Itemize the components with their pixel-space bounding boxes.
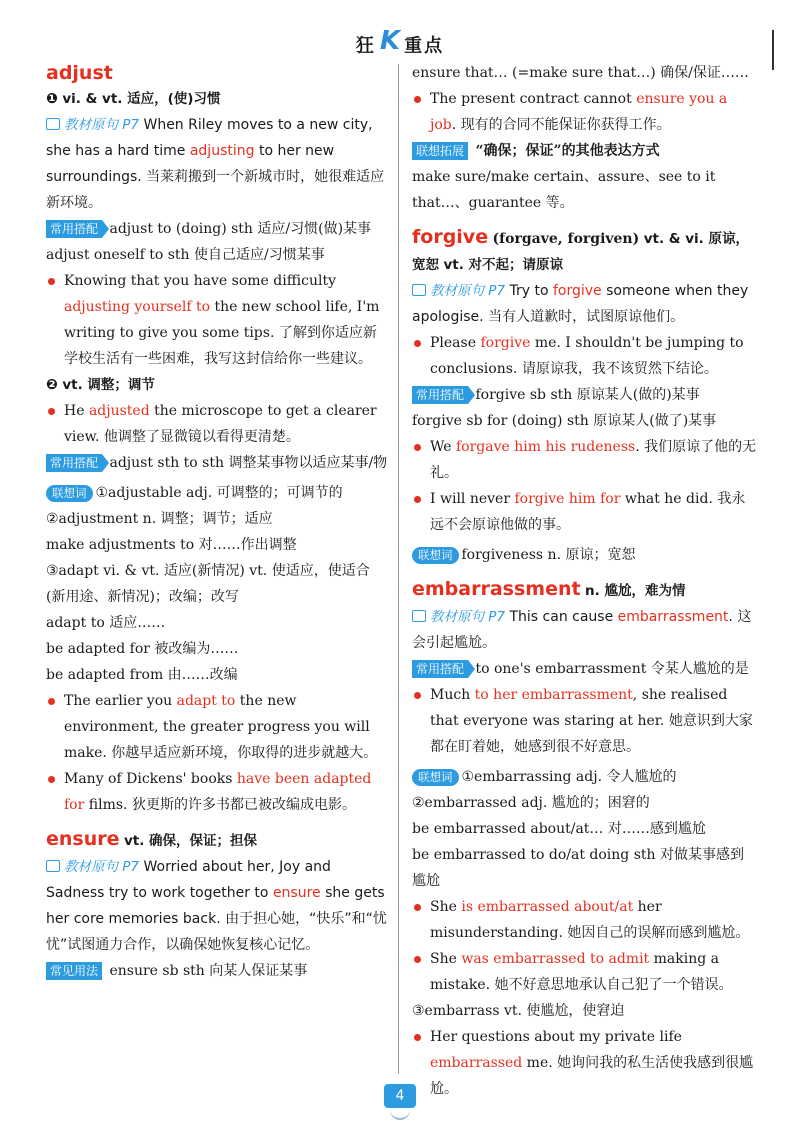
- example: Many of Dickens' books have been adapted for films. 狄更斯的许多书都已被改编成电影。: [46, 766, 389, 818]
- entry-word-adjust: adjust: [46, 62, 113, 84]
- book-icon: [412, 284, 426, 296]
- book-icon: [46, 118, 60, 130]
- example: The present contract cannot ensure you a job. 现有的合同不能保证你获得工作。: [412, 86, 757, 138]
- source-sentence: 教材原句 P7 This can cause embarrassment. 这会引起尴尬。: [412, 609, 752, 651]
- association-3: be embarrassed about/at… 对……感到尴尬: [412, 821, 706, 837]
- collocation-tag: 常用搭配: [412, 386, 468, 404]
- bullet-dot-icon: [414, 496, 421, 503]
- footer-ornament: [390, 1110, 410, 1120]
- example: Knowing that you have some difficulty adjusting yourself to the new school life, I'm writing to give you some tips. 了解到你适应新学校生活有一些困难，我写这封信给你一些建议。: [46, 268, 389, 372]
- bullet-dot-icon: [48, 698, 55, 705]
- association-2: ②adjustment n. 调整；调节；适应: [46, 511, 273, 527]
- example: Please forgive me. I shouldn't be jumping to conclusions. 请原谅我，我不该贸然下结论。: [412, 330, 757, 382]
- association-7: be adapted from 由……改编: [46, 667, 238, 683]
- source-sentence: 教材原句 P7 Worried about her, Joy and Sadness try to work together to ensure she gets her core memories back. 由于担心她，“快乐”和“忧忧”试图通力合作，以确保她恢复核心记忆。: [46, 859, 387, 953]
- example: Her questions about my private life embarrassed me. 她询问我的私生活使我感到很尴尬。: [412, 1024, 757, 1102]
- usage-1: 常见用法 ensure sb sth 向某人保证某事: [46, 958, 389, 984]
- bullet-dot-icon: [48, 776, 55, 783]
- example: We forgave him his rudeness. 我们原谅了他的无礼。: [412, 434, 757, 486]
- example: She was embarrassed to admit making a mistake. 她不好意思地承认自己犯了一个错误。: [412, 946, 757, 998]
- collocation-1: 常用搭配 forgive sb sth 原谅某人(做的)某事: [412, 382, 757, 408]
- association-6: be adapted for 被改编为……: [46, 641, 239, 657]
- sense-2: ❷ vt. 调整；调节: [46, 377, 155, 393]
- association-1: 联想词 ①embarrassing adj. 令人尴尬的: [412, 764, 757, 790]
- usage-tag: 常见用法: [46, 962, 102, 980]
- page-number: 4: [384, 1084, 416, 1108]
- bullet-dot-icon: [414, 956, 421, 963]
- entry-word-ensure: ensure: [46, 828, 120, 850]
- extension-tag: 联想拓展: [412, 142, 468, 160]
- book-icon: [46, 860, 60, 872]
- bullet-dot-icon: [414, 340, 421, 347]
- source-sentence: 教材原句 P7 Try to forgive someone when they apologise. 当有人道歉时，试图原谅他们。: [412, 283, 749, 325]
- example: I will never forgive him for what he did. 我永远不会原谅他做的事。: [412, 486, 757, 538]
- association-5: adapt to 适应……: [46, 615, 166, 631]
- header-left: 狂: [355, 35, 376, 57]
- bullet-dot-icon: [48, 278, 55, 285]
- collocation-tag: 常用搭配: [412, 660, 468, 678]
- collocation-tag: 常用搭配: [46, 454, 102, 472]
- header-k-logo: K: [379, 26, 401, 56]
- association-tag: 联想词: [412, 547, 459, 564]
- sense-1: ❶ vi. & vt. 适应，(使)习惯: [46, 91, 221, 107]
- collocation-2: forgive sb for (doing) sth 原谅某人(做了)某事: [412, 413, 717, 429]
- usage-2: ensure that… (=make sure that…) 确保/保证……: [412, 65, 749, 81]
- association-1: 联想词 forgiveness n. 原谅；宽恕: [412, 542, 757, 568]
- association-3: make adjustments to 对……作出调整: [46, 537, 297, 553]
- bullet-dot-icon: [414, 692, 421, 699]
- association-4: ③adapt vi. & vt. 适应(新情况) vt. 使适应，使适合(新用途、新情况)；改编；改写: [46, 563, 370, 605]
- association-tag: 联想词: [412, 769, 459, 786]
- bullet-dot-icon: [48, 408, 55, 415]
- collocation-1: 常用搭配 adjust to (doing) sth 适应/习惯(做)某事: [46, 216, 389, 242]
- example: The earlier you adapt to the new environment, the greater progress you will make. 你越早适应新环境，你取得的进步就越大。: [46, 688, 389, 766]
- collocation-1: 常用搭配 to one's embarrassment 令某人尴尬的是: [412, 656, 757, 682]
- example: He adjusted the microscope to get a clearer view. 他调整了显微镜以看得更清楚。: [46, 398, 389, 450]
- entry-embarrassment-head: embarrassment n. 尴尬，难为情: [412, 578, 686, 600]
- entry-word-embarrassment: embarrassment: [412, 578, 581, 600]
- entry-word-forgive: forgive: [412, 226, 489, 248]
- association-1: 联想词 ①adjustable adj. 可调整的；可调节的: [46, 480, 389, 506]
- collocation-2: adjust oneself to sth 使自己适应/习惯某事: [46, 247, 325, 263]
- extension-title: 联想拓展 “确保；保证”的其他表达方式: [412, 138, 757, 164]
- bullet-dot-icon: [414, 1034, 421, 1041]
- header-right: 重点: [404, 35, 445, 57]
- association-4: be embarrassed to do/at doing sth 对做某事感到尴尬: [412, 847, 744, 889]
- association-tag: 联想词: [46, 485, 93, 502]
- right-column: [412, 60, 757, 1102]
- entry-ensure-head: ensure vt. 确保，保证；担保: [46, 828, 258, 850]
- edge-bar: [772, 30, 774, 70]
- collocation-tag: 常用搭配: [46, 220, 102, 238]
- entry-forgive-head: forgive (forgave, forgiven) vt. & vi. 原谅，宽恕 vt. 对不起；请原谅: [412, 226, 749, 273]
- association-5: ③embarrass vt. 使尴尬，使窘迫: [412, 1003, 625, 1019]
- book-icon: [412, 610, 426, 622]
- association-2: ②embarrassed adj. 尴尬的；困窘的: [412, 795, 650, 811]
- source-sentence: 教材原句 P7 When Riley moves to a new city, she has a hard time adjusting to her new surroundings. 当莱莉搬到一个新城市时，她很难适应新环境。: [46, 117, 385, 211]
- left-column: [46, 60, 389, 984]
- collocation-3: 常用搭配 adjust sth to sth 调整某事物以适应某事/物: [46, 450, 389, 476]
- example: Much to her embarrassment, she realised that everyone was staring at her. 她意识到大家都在盯着她，她感到很不好意思。: [412, 682, 757, 760]
- bullet-dot-icon: [414, 96, 421, 103]
- extension-body: make sure/make certain、assure、see to it that…、guarantee 等。: [412, 169, 716, 211]
- example: She is embarrassed about/at her misunderstanding. 她因自己的误解而感到尴尬。: [412, 894, 757, 946]
- bullet-dot-icon: [414, 904, 421, 911]
- bullet-dot-icon: [414, 444, 421, 451]
- column-divider: [398, 64, 399, 1074]
- page-header: [0, 26, 800, 60]
